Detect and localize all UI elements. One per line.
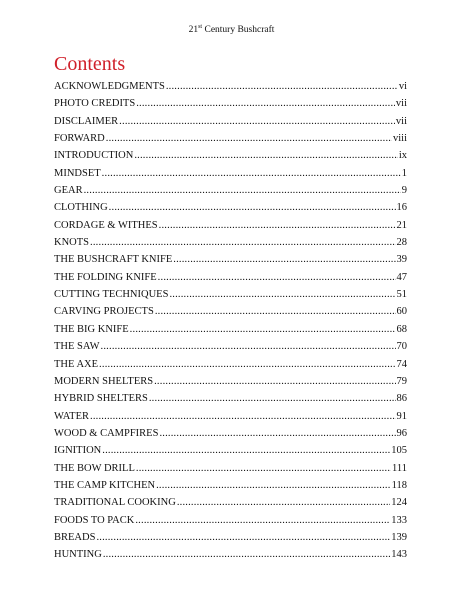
dot-leader <box>136 460 391 477</box>
toc-entry-page-number: 1 <box>401 167 407 179</box>
toc-entry-page-number: 143 <box>391 549 407 561</box>
toc-entry-title: INTRODUCTION <box>54 150 134 162</box>
book-title-ordinal-suffix: st <box>198 23 203 30</box>
toc-entry-page-number: 105 <box>391 445 407 457</box>
dot-leader <box>102 442 390 459</box>
running-header <box>0 24 463 36</box>
toc-entry-page-number: vii <box>395 115 407 127</box>
toc-entry-title: THE BOW DRILL <box>54 462 135 474</box>
toc-entry-page-number: 70 <box>396 341 407 353</box>
toc-entry-title: KNOTS <box>54 237 90 249</box>
dot-leader <box>135 512 390 529</box>
dot-leader <box>149 390 396 407</box>
toc-entry-title: GEAR <box>54 185 83 197</box>
toc-entry-title: CLOTHING <box>54 202 108 214</box>
dot-leader <box>154 373 395 390</box>
toc-entry-page-number: viii <box>392 133 407 145</box>
dot-leader <box>84 182 401 199</box>
toc-entry[interactable] <box>54 130 407 147</box>
dot-leader <box>90 408 396 425</box>
toc-entry[interactable] <box>54 356 407 373</box>
toc-entry-page-number: 124 <box>391 497 407 509</box>
dot-leader <box>130 321 396 338</box>
toc-entry-title: TRADITIONAL COOKING <box>54 497 176 509</box>
toc-entry-title: THE CAMP KITCHEN <box>54 479 156 491</box>
toc-entry-page-number: 111 <box>392 462 407 474</box>
toc-entry[interactable] <box>54 460 407 477</box>
dot-leader <box>156 477 391 494</box>
toc-entry-title: THE BUSHCRAFT KNIFE <box>54 254 173 266</box>
toc-entry-title: IGNITION <box>54 445 102 457</box>
toc-entry-page-number: 21 <box>396 219 407 231</box>
toc-entry-title: FOODS TO PACK <box>54 514 135 526</box>
toc-entry-page-number: 39 <box>396 254 407 266</box>
toc-entry-title: CARVING PROJECTS <box>54 306 154 318</box>
toc-entry[interactable] <box>54 234 407 251</box>
dot-leader <box>90 234 395 251</box>
toc-entry-page-number: 74 <box>396 358 407 370</box>
dot-leader <box>136 95 395 112</box>
dot-leader <box>159 425 395 442</box>
toc-entry[interactable] <box>54 373 407 390</box>
toc-entry[interactable] <box>54 286 407 303</box>
toc-entry-title: THE BIG KNIFE <box>54 323 129 335</box>
toc-entry[interactable] <box>54 408 407 425</box>
dot-leader <box>159 217 396 234</box>
toc-entry-page-number: 60 <box>396 306 407 318</box>
toc-entry[interactable] <box>54 425 407 442</box>
toc-entry-page-number: 16 <box>396 202 407 214</box>
toc-entry-page-number: 51 <box>396 289 407 301</box>
toc-entry-title: MINDSET <box>54 167 101 179</box>
toc-entry[interactable] <box>54 182 407 199</box>
toc-entry-title: CORDAGE & WITHES <box>54 219 158 231</box>
toc-entry-page-number: 47 <box>396 271 407 283</box>
toc-entry-page-number: 86 <box>396 393 407 405</box>
toc-entry[interactable] <box>54 477 407 494</box>
toc-entry-title: THE FOLDING KNIFE <box>54 271 157 283</box>
toc-entry-page-number: vi <box>398 81 407 92</box>
dot-leader <box>96 529 390 546</box>
toc-entry[interactable] <box>54 338 407 355</box>
toc-entry-page-number: 68 <box>396 323 407 335</box>
toc-entry[interactable] <box>54 494 407 511</box>
dot-leader <box>103 546 390 563</box>
dot-leader <box>119 113 395 130</box>
toc-entry-title: THE AXE <box>54 358 99 370</box>
dot-leader <box>166 78 398 95</box>
toc-entry[interactable] <box>54 546 407 563</box>
toc-entry[interactable] <box>54 165 407 182</box>
toc-entry-page-number: 96 <box>396 427 407 439</box>
contents-title: Contents <box>54 53 126 75</box>
toc-entry-title: BREADS <box>54 531 96 543</box>
toc-entry-title: WATER <box>54 410 89 422</box>
toc-entry[interactable] <box>54 442 407 459</box>
toc-entry-title: HUNTING <box>54 549 102 561</box>
toc-entry[interactable] <box>54 199 407 216</box>
toc-entry-title: DISCLAIMER <box>54 115 119 127</box>
toc-entry-title: MODERN SHELTERS <box>54 375 154 387</box>
toc-entry[interactable] <box>54 95 407 112</box>
toc-entry[interactable] <box>54 269 407 286</box>
toc-entry-title: HYBRID SHELTERS <box>54 393 148 405</box>
dot-leader <box>155 303 396 320</box>
dot-leader <box>101 338 396 355</box>
toc-entry[interactable] <box>54 529 407 546</box>
toc-entry-page-number: 28 <box>396 237 407 249</box>
dot-leader <box>134 147 398 164</box>
dot-leader <box>158 269 396 286</box>
table-of-contents <box>54 78 407 564</box>
toc-entry-page-number: ix <box>398 150 407 162</box>
toc-entry[interactable] <box>54 390 407 407</box>
toc-entry-page-number: vii <box>395 98 407 110</box>
dot-leader <box>99 356 395 373</box>
toc-entry-page-number: 79 <box>396 375 407 387</box>
toc-entry-page-number: 91 <box>396 410 407 422</box>
toc-entry[interactable] <box>54 147 407 164</box>
toc-entry[interactable] <box>54 251 407 268</box>
toc-entry-page-number: 118 <box>391 479 407 491</box>
toc-entry-title: FORWARD <box>54 133 105 145</box>
book-title-number: 21 <box>188 25 199 35</box>
dot-leader <box>169 286 395 303</box>
toc-entry-title: ACKNOWLEDGMENTS <box>54 81 165 92</box>
toc-entry[interactable] <box>54 321 407 338</box>
book-title-text: Century Bushcraft <box>202 25 275 35</box>
toc-entry[interactable] <box>54 78 407 95</box>
toc-entry[interactable] <box>54 512 407 529</box>
dot-leader <box>173 251 395 268</box>
toc-entry[interactable] <box>54 113 407 130</box>
toc-entry[interactable] <box>54 303 407 320</box>
toc-entry-title: CUTTING TECHNIQUES <box>54 289 169 301</box>
toc-entry-title: WOOD & CAMPFIRES <box>54 427 159 439</box>
dot-leader <box>106 130 392 147</box>
dot-leader <box>109 199 396 216</box>
toc-entry-title: THE SAW <box>54 341 100 353</box>
toc-entry-page-number: 133 <box>391 514 407 526</box>
dot-leader <box>177 494 390 511</box>
toc-entry-page-number: 139 <box>391 531 407 543</box>
toc-entry-page-number: 9 <box>401 185 407 197</box>
dot-leader <box>102 165 401 182</box>
toc-entry[interactable] <box>54 217 407 234</box>
toc-entry-title: PHOTO CREDITS <box>54 98 136 110</box>
